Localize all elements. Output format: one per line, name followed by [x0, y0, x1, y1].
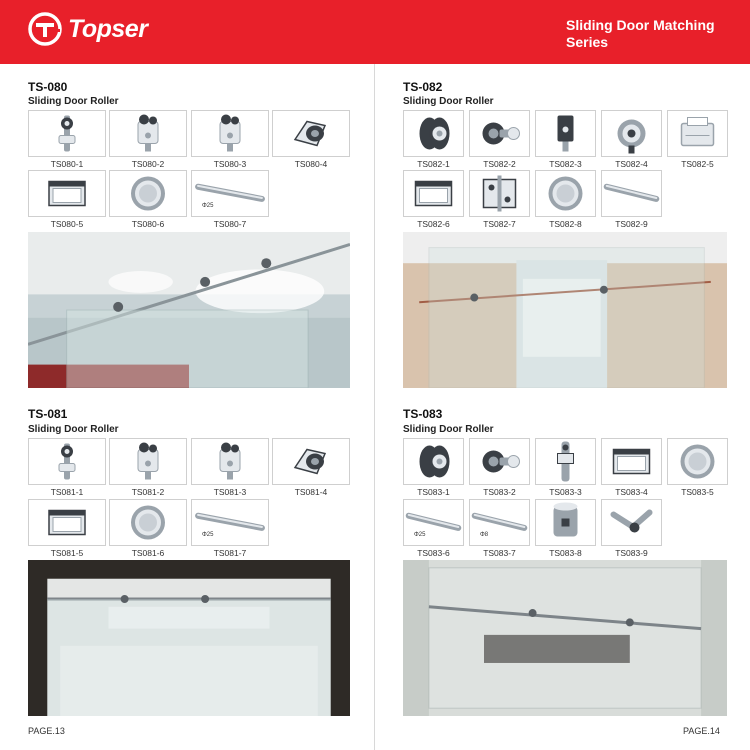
- product-item-ts081-3[interactable]: [191, 438, 269, 499]
- double-roller-icon: [403, 110, 464, 157]
- rail-tube-icon: [191, 170, 269, 217]
- product-code-label: TS081-1: [50, 487, 84, 497]
- u-channel-icon: [28, 499, 106, 546]
- glass-clamp-icon: [272, 110, 350, 157]
- rail-tube-icon: [403, 499, 464, 546]
- product-code-label: TS080-1: [50, 159, 84, 169]
- product-code-label: TS082-4: [615, 159, 648, 169]
- product-code-label: TS083-4: [615, 487, 648, 497]
- product-item-ts082-4[interactable]: [601, 110, 662, 171]
- rail-tube-icon: [469, 499, 530, 546]
- diameter-label: Φ25: [414, 532, 426, 538]
- product-item-ts082-5[interactable]: [667, 110, 728, 171]
- product-code-label: TS082-1: [417, 159, 450, 169]
- product-item-ts081-4[interactable]: [272, 438, 350, 499]
- product-code-label: TS082-7: [483, 219, 516, 229]
- product-code-label: TS081-4: [294, 487, 328, 497]
- round-handle-icon: [667, 438, 728, 485]
- round-handle-icon: [109, 170, 187, 217]
- product-item-ts082-7[interactable]: [469, 170, 530, 231]
- product-code-label: TS082-6: [417, 219, 450, 229]
- product-code-label: TS082-9: [615, 219, 648, 229]
- product-code-label: TS080-6: [131, 219, 165, 229]
- product-code-label: TS081-6: [131, 548, 165, 558]
- product-item-ts082-9[interactable]: [601, 170, 662, 231]
- product-code-label: TS083-9: [615, 548, 648, 558]
- product-item-ts083-9[interactable]: [601, 499, 662, 560]
- tube-connector-icon: [601, 110, 662, 157]
- product-code-label: TS082-8: [549, 219, 582, 229]
- section-subtitle-ts-082: Sliding Door Roller: [403, 96, 494, 107]
- glass-clamp-icon: [272, 438, 350, 485]
- page-number-right: PAGE.14: [683, 726, 720, 736]
- series-title: Sliding Door Matching Series: [566, 17, 715, 50]
- product-code-label: TS083-3: [549, 487, 582, 497]
- header-banner: [0, 0, 750, 64]
- round-handle-icon: [109, 499, 187, 546]
- product-item-ts081-1[interactable]: [28, 438, 106, 499]
- product-item-ts082-2[interactable]: [469, 110, 530, 171]
- u-channel-icon: [601, 438, 662, 485]
- roller-bracket-icon: [191, 438, 269, 485]
- product-item-ts080-2[interactable]: [109, 110, 187, 171]
- topser-logo-icon: [28, 12, 62, 46]
- wall-bracket-icon: [469, 170, 530, 217]
- product-item-ts080-5[interactable]: [28, 170, 106, 231]
- end-stop-icon: [535, 110, 596, 157]
- product-item-ts082-6[interactable]: [403, 170, 464, 231]
- roller-wheel-icon: [28, 110, 106, 157]
- living-room-glass-photo: [403, 560, 727, 716]
- section-subtitle-ts-083: Sliding Door Roller: [403, 424, 494, 435]
- brand-name: Topser: [68, 15, 148, 43]
- roller-bracket-icon: [191, 110, 269, 157]
- product-item-ts081-5[interactable]: [28, 499, 106, 560]
- diameter-label: Φ25: [202, 203, 214, 209]
- product-item-ts081-2[interactable]: [109, 438, 187, 499]
- page-divider: [374, 64, 375, 750]
- product-item-ts080-1[interactable]: [28, 110, 106, 171]
- tube-joint-icon: [601, 499, 662, 546]
- product-item-ts083-7[interactable]: [469, 499, 530, 560]
- product-item-ts083-5[interactable]: [667, 438, 728, 499]
- product-code-label: TS083-6: [417, 548, 450, 558]
- product-code-label: TS081-3: [213, 487, 247, 497]
- product-item-ts083-4[interactable]: [601, 438, 662, 499]
- roller-bracket-icon: [109, 438, 187, 485]
- product-item-ts082-8[interactable]: [535, 170, 596, 231]
- product-item-ts083-1[interactable]: [403, 438, 464, 499]
- product-code-label: TS080-2: [131, 159, 165, 169]
- product-item-ts081-6[interactable]: [109, 499, 187, 560]
- product-item-ts082-1[interactable]: [403, 110, 464, 171]
- rail-tube-icon: [601, 170, 662, 217]
- product-code-label: TS082-5: [681, 159, 714, 169]
- product-code-label: TS080-5: [50, 219, 84, 229]
- product-item-ts082-3[interactable]: [535, 110, 596, 171]
- round-handle-icon: [535, 170, 596, 217]
- product-code-label: TS081-2: [131, 487, 165, 497]
- product-code-label: TS082-2: [483, 159, 516, 169]
- roller-bracket-icon: [109, 110, 187, 157]
- section-code-ts-083: TS-083: [403, 407, 443, 421]
- square-clamp-icon: [667, 110, 728, 157]
- u-channel-icon: [28, 170, 106, 217]
- product-code-label: TS080-3: [213, 159, 247, 169]
- rail-tube-icon: [191, 499, 269, 546]
- roller-wheel-icon: [28, 438, 106, 485]
- product-code-label: TS081-7: [213, 548, 247, 558]
- product-item-ts083-8[interactable]: [535, 499, 596, 560]
- section-subtitle-ts-080: Sliding Door Roller: [28, 96, 119, 107]
- spindle-roller-icon: [469, 438, 530, 485]
- product-code-label: TS083-2: [483, 487, 516, 497]
- cylinder-stop-icon: [535, 499, 596, 546]
- product-item-ts083-6[interactable]: [403, 499, 464, 560]
- hinge-pin-icon: [535, 438, 596, 485]
- product-code-label: TS082-3: [549, 159, 582, 169]
- product-code-label: TS083-1: [417, 487, 450, 497]
- marble-bathroom-photo: [403, 232, 727, 388]
- section-code-ts-082: TS-082: [403, 80, 443, 94]
- product-code-label: TS083-7: [483, 548, 516, 558]
- product-item-ts081-7[interactable]: [191, 499, 269, 560]
- product-code-label: TS083-5: [681, 487, 714, 497]
- product-item-ts080-3[interactable]: [191, 110, 269, 171]
- diameter-label: Φ8: [480, 532, 489, 538]
- shower-room-photo: [28, 232, 350, 388]
- spindle-roller-icon: [469, 110, 530, 157]
- bathroom-glass-photo: [28, 560, 350, 716]
- product-item-ts080-7[interactable]: [191, 170, 269, 231]
- product-item-ts083-2[interactable]: [469, 438, 530, 499]
- product-code-label: TS081-5: [50, 548, 84, 558]
- product-code-label: TS083-8: [549, 548, 582, 558]
- product-code-label: TS080-4: [294, 159, 328, 169]
- product-item-ts080-6[interactable]: [109, 170, 187, 231]
- diameter-label: Φ25: [202, 532, 214, 538]
- u-channel-icon: [403, 170, 464, 217]
- product-code-label: TS080-7: [213, 219, 247, 229]
- page-number-left: PAGE.13: [28, 726, 65, 736]
- section-subtitle-ts-081: Sliding Door Roller: [28, 424, 119, 435]
- section-code-ts-081: TS-081: [28, 407, 68, 421]
- product-item-ts083-3[interactable]: [535, 438, 596, 499]
- section-code-ts-080: TS-080: [28, 80, 68, 94]
- product-item-ts080-4[interactable]: [272, 110, 350, 171]
- double-roller-icon: [403, 438, 464, 485]
